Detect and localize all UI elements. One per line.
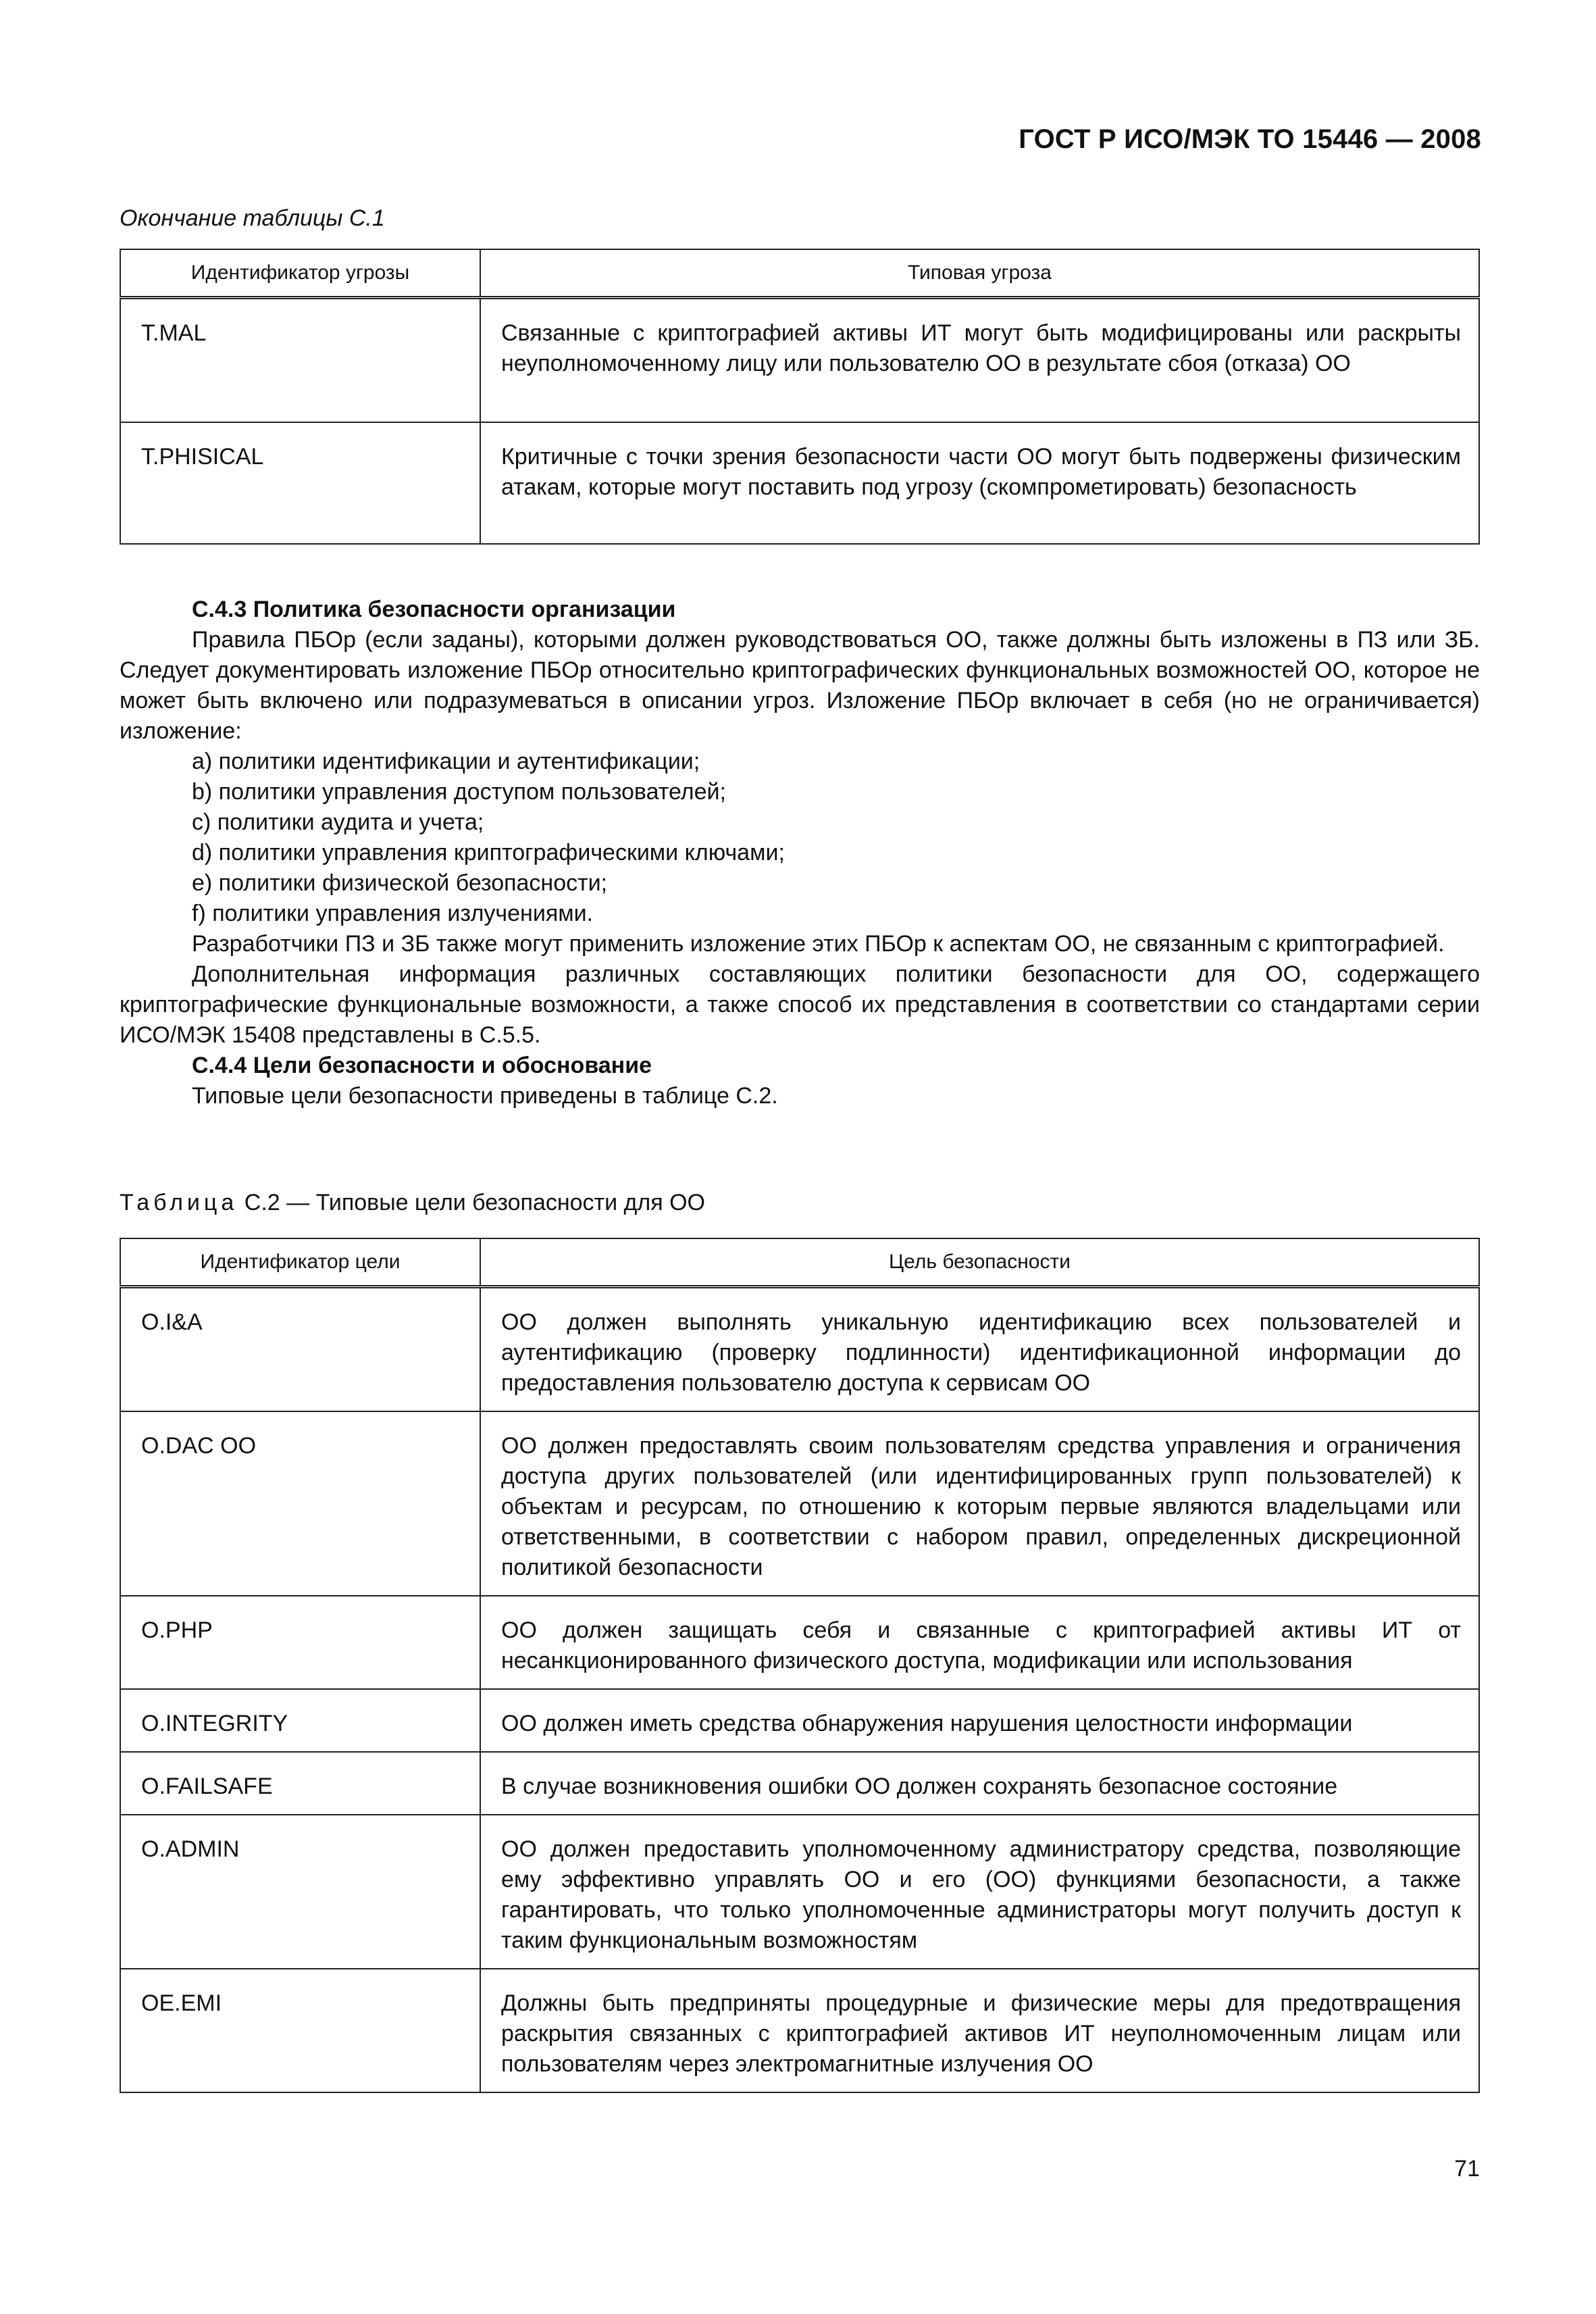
objective-id: O.DAC ОО: [120, 1411, 480, 1596]
objective-description: ОО должен иметь средства обнаружения нарушения целостности информации: [480, 1689, 1479, 1752]
threat-description: Критичные с точки зрения безопасности части ОО могут быть подвержены физическим атакам, которые могут поставить под угрозу (скомпрометировать) безопасность: [480, 422, 1479, 544]
objective-id: O.INTEGRITY: [120, 1689, 480, 1752]
table-row: [120, 1815, 1479, 1969]
table-row: [120, 1689, 1479, 1752]
threat-id: T.PHISICAL: [120, 422, 480, 544]
objective-id: O.I&A: [120, 1287, 480, 1412]
objective-description: ОО должен предоставить уполномоченному администратору средства, позволяющие ему эффективно управлять ОО и его (ОО) функциями безопасности, а также гарантировать, что только уполномоченные администраторы могут получить доступ к таким функциональным возможностям: [480, 1815, 1479, 1969]
objective-id: O.FAILSAFE: [120, 1752, 480, 1815]
table-row: [120, 1969, 1479, 2092]
column-header: Идентификатор цели: [120, 1238, 480, 1287]
column-header: Цель безопасности: [480, 1238, 1479, 1287]
document-header: ГОСТ Р ИСО/МЭК ТО 15446 — 2008: [1019, 124, 1481, 154]
table-row: [120, 1411, 1479, 1596]
table2-caption: [120, 1190, 705, 1216]
table-caption-word: Таблица: [120, 1190, 238, 1215]
threat-description: Связанные с криптографией активы ИТ могут быть модифицированы или раскрыты неуполномоченному лицу или пользователю ОО в результате сбоя (отказа) ОО: [480, 298, 1479, 422]
paragraph: Типовые цели безопасности приведены в таблице С.2.: [192, 1083, 778, 1109]
list-item: d) политики управления криптографическими ключами;: [192, 840, 785, 865]
table-header-row: [120, 1238, 1479, 1287]
table-row: [120, 1596, 1479, 1689]
table-caption-text: С.2 — Типовые цели безопасности для ОО: [244, 1190, 705, 1215]
list-item: a) политики идентификации и аутентификации;: [192, 749, 700, 774]
security-objectives-table: [120, 1238, 1480, 2093]
threats-table: [120, 249, 1480, 545]
objective-description: ОО должен выполнять уникальную идентификацию всех пользователей и аутентификацию (проверку подлинности) идентификационной информации до предоставления пользователю доступа к сервисам ОО: [480, 1287, 1479, 1412]
objective-id: O.PHP: [120, 1596, 480, 1689]
paragraph: Разработчики ПЗ и ЗБ также могут применить изложение этих ПБОр к аспектам ОО, не связанным с криптографией.: [192, 931, 1445, 957]
objective-id: OE.EMI: [120, 1969, 480, 2092]
body-text: [120, 595, 1480, 1111]
objective-description: Должны быть предприняты процедурные и физические меры для предотвращения раскрытия связанных с криптографией активов ИТ неуполномоченным лицам или пользователям через электромагнитные излучения ОО: [480, 1969, 1479, 2092]
paragraph: Правила ПБОр (если заданы), которыми должен руководствоваться ОО, также должны быть изложены в ПЗ или ЗБ. Следует документировать изложение ПБОр относительно криптографических функциональных возможностей ОО, которое не может быть включено или подразумеваться в описании угроз. Изложение ПБОр включает в себя (но не ограничивается) изложение:: [120, 627, 1480, 744]
table-row: [120, 422, 1479, 544]
objective-description: ОО должен защищать себя и связанные с криптографией активы ИТ от несанкционированного физического доступа, модификации или использования: [480, 1596, 1479, 1689]
table-row: [120, 1287, 1479, 1412]
column-header: Типовая угроза: [480, 249, 1479, 298]
section-heading-c44: С.4.4 Цели безопасности и обоснование: [192, 1053, 652, 1078]
list-item: b) политики управления доступом пользователей;: [192, 779, 726, 805]
objective-description: В случае возникновения ошибки ОО должен сохранять безопасное состояние: [480, 1752, 1479, 1815]
list-item: c) политики аудита и учета;: [192, 809, 484, 835]
column-header: Идентификатор угрозы: [120, 249, 480, 298]
objective-description: ОО должен предоставлять своим пользователям средства управления и ограничения доступа других пользователей (или идентифицированных групп пользователей) к объектам и ресурсам, по отношению к которым первые являются владельцами или ответственными, в соответствии с набором правил, определенных дискреционной политикой безопасности: [480, 1411, 1479, 1596]
threat-id: T.MAL: [120, 298, 480, 422]
table-header-row: [120, 249, 1479, 298]
paragraph: Дополнительная информация различных составляющих политики безопасности для ОО, содержащего криптографические функциональные возможности, а также способ их представления в соответствии со стандартами серии ИСО/МЭК 15408 представлены в С.5.5.: [120, 961, 1480, 1048]
section-heading-c43: С.4.3 Политика безопасности организации: [192, 597, 676, 622]
objective-id: O.ADMIN: [120, 1815, 480, 1969]
table-row: [120, 1752, 1479, 1815]
page-number: 71: [1454, 2156, 1480, 2182]
table-row: [120, 298, 1479, 422]
list-item: e) политики физической безопасности;: [192, 870, 608, 896]
list-item: f) политики управления излучениями.: [192, 901, 594, 926]
table1-caption: Окончание таблицы С.1: [120, 205, 385, 231]
